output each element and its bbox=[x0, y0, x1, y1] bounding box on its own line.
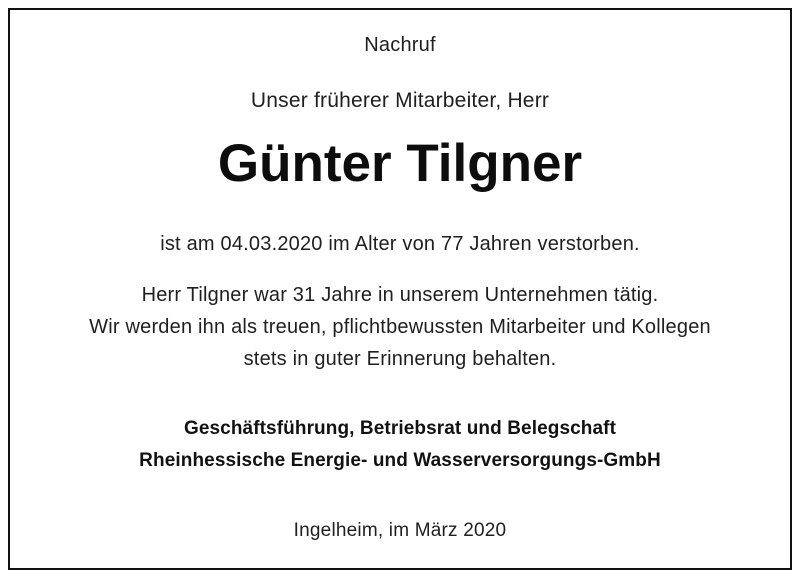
tribute-line: Wir werden ihn als treuen, pflichtbewussten Mitarbeiter und Kollegen bbox=[89, 316, 711, 338]
tribute-line: stets in guter Erinnerung behalten. bbox=[243, 348, 557, 370]
signature-line: Geschäftsführung, Betriebsrat und Belegschaft bbox=[183, 418, 617, 439]
tribute-text bbox=[54, 279, 746, 375]
tribute-line: Herr Tilgner war 31 Jahre in unserem Unternehmen tätig. bbox=[141, 284, 659, 306]
death-date-line: ist am 04.03.2020 im Alter von 77 Jahren verstorben. bbox=[160, 233, 640, 255]
signature-block bbox=[54, 413, 746, 477]
notice-kicker: Nachruf bbox=[364, 34, 436, 56]
notice-content bbox=[10, 10, 790, 568]
notice-subtitle: Unser früherer Mitarbeiter, Herr bbox=[250, 89, 550, 112]
place-and-date: Ingelheim, im März 2020 bbox=[293, 520, 507, 541]
deceased-name: Günter Tilgner bbox=[217, 134, 583, 193]
signature-line: Rheinhessische Energie- und Wasserversorgungs-GmbH bbox=[139, 450, 661, 471]
